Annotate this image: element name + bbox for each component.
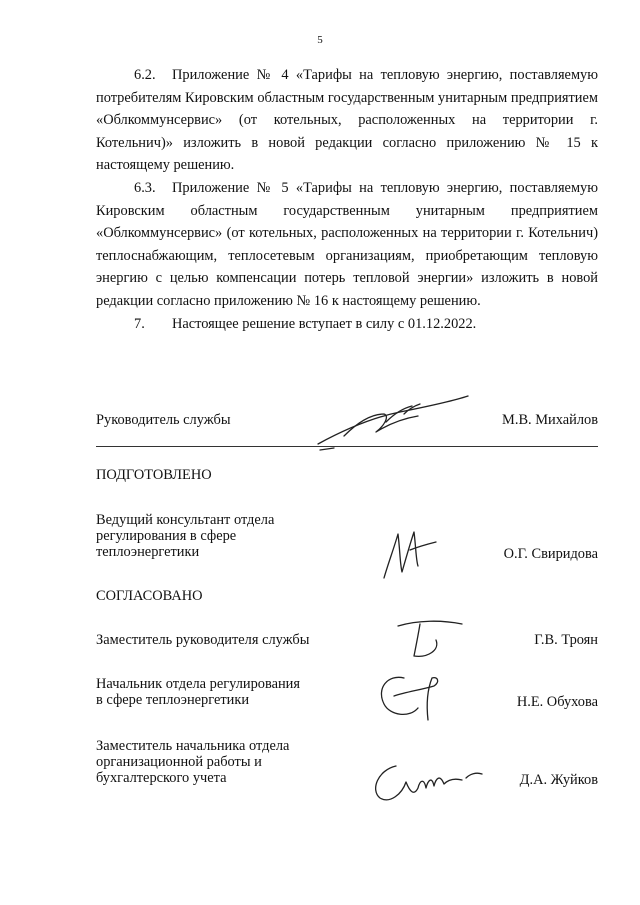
position-line: регулирования в сфере bbox=[96, 528, 237, 544]
signer-name: Н.Е. Обухова bbox=[516, 694, 598, 710]
position-line: Заместитель начальника отдела bbox=[96, 738, 290, 754]
signer-position: Заместитель руководителя службы bbox=[96, 632, 310, 648]
paragraph-6-3 bbox=[96, 177, 598, 313]
prepared-handwritten-signature bbox=[376, 520, 456, 582]
paragraph-6-2 bbox=[96, 64, 598, 177]
prepared-signer bbox=[96, 512, 598, 562]
position-line: Ведущий консультант отдела bbox=[96, 512, 275, 528]
head-position: Руководитель службы bbox=[96, 412, 231, 428]
agreed-title: СОГЛАСОВАНО bbox=[96, 588, 203, 604]
signature-divider bbox=[96, 446, 598, 447]
agreed-handwritten-signature-1 bbox=[384, 606, 474, 664]
signer-position bbox=[96, 512, 274, 560]
paragraph-number: 6.3. bbox=[134, 179, 156, 196]
agreed-handwritten-signature-3 bbox=[366, 756, 496, 808]
paragraph-text: Приложение № 5 «Тарифы на тепловую энергию, поставляемую Кировским областным государственным унитарным предприятием «Облкоммунсервис» (от котельных, расположенных на территории г. Котельнич) теплоснабжающим, теплосетевым организациям, приобретающим тепловую энергию с целью компенсации потерь тепловой энергии» изложить в новой редакции согласно приложению № 16 к настоящему решению. bbox=[96, 179, 598, 309]
position-line: Начальник отдела регулирования bbox=[96, 676, 301, 692]
paragraph-number: 6.2. bbox=[134, 67, 156, 83]
head-name: М.В. Михайлов bbox=[502, 412, 598, 428]
position-line: организационной работы и bbox=[96, 754, 262, 770]
signer-name: Д.А. Жуйков bbox=[519, 772, 598, 788]
decision-text bbox=[96, 64, 598, 335]
agreed-handwritten-signature-2 bbox=[370, 664, 460, 724]
paragraph-7 bbox=[96, 313, 598, 336]
position-line: бухгалтерского учета bbox=[96, 770, 227, 786]
signer-name: О.Г. Свиридова bbox=[503, 546, 598, 562]
signer-name: Г.В. Троян bbox=[534, 632, 598, 648]
agreed-signer-1 bbox=[96, 632, 598, 650]
agreed-signer-3 bbox=[96, 738, 598, 788]
paragraph-text: Настоящее решение вступает в силу с 01.12.2022. bbox=[172, 315, 477, 332]
prepared-title: ПОДГОТОВЛЕНО bbox=[96, 467, 212, 483]
signer-position bbox=[96, 738, 289, 786]
paragraph-number: 7. bbox=[134, 315, 145, 332]
position-line: теплоэнергетики bbox=[96, 544, 200, 560]
paragraph-text: Приложение № 4 «Тарифы на тепловую энергию, поставляемую потребителям Кировским областным государственным унитарным предприятием «Облкоммунсервис» (от котельных, расположенных на территории г. Котельнич)» изложить в новой редакции согласно приложению № 15 к настоящему решению. bbox=[96, 67, 598, 174]
page-number: 5 bbox=[317, 34, 323, 46]
signer-position bbox=[96, 676, 300, 708]
position-line: в сфере теплоэнергетики bbox=[96, 692, 250, 708]
agreed-signer-2 bbox=[96, 676, 598, 710]
